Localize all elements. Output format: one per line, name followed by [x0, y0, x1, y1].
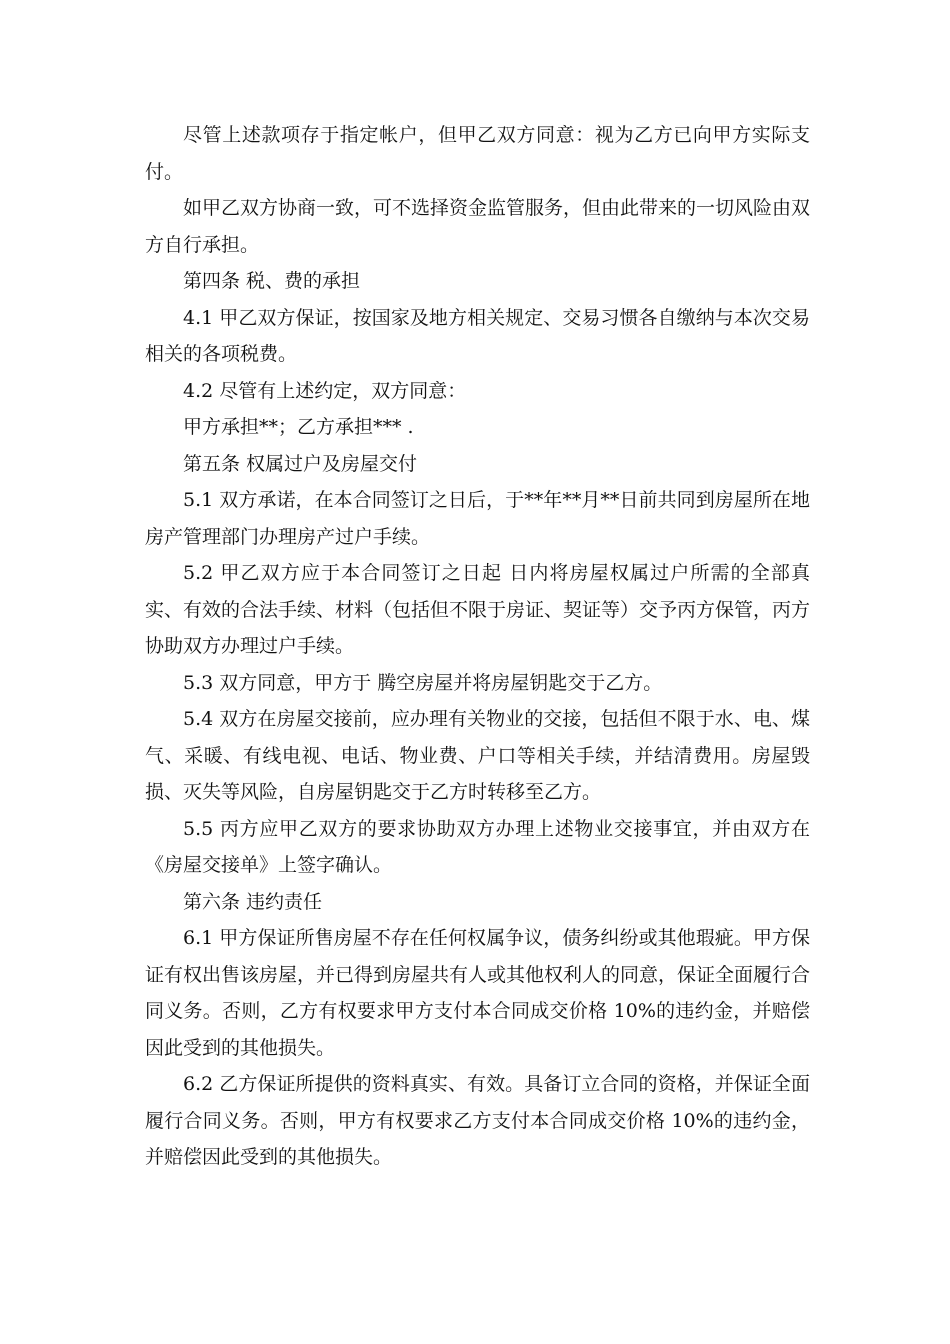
clause-6-2: 6.2 乙方保证所提供的资料真实、有效。具备订立合同的资格，并保证全面履行合同义务。否则，甲方有权要求乙方支付本合同成交价格 10%的违约金，并赔偿因此受到的其他损失。: [145, 1073, 810, 1168]
article-5-heading: 第五条 权属过户及房屋交付: [183, 452, 418, 475]
article-6-heading: 第六条 违约责任: [183, 890, 323, 913]
paragraph-escrow-deemed-paid: 尽管上述款项存于指定帐户，但甲乙双方同意：视为乙方已向甲方实际支付。: [145, 124, 810, 183]
clause-4-2-allocation: 甲方承担**；乙方承担*** .: [183, 416, 414, 438]
clause-6-1: 6.1 甲方保证所售房屋不存在任何权属争议，债务纠纷或其他瑕疵。甲方保证有权出售该房屋，并已得到房屋共有人或其他权利人的同意，保证全面履行合同义务。否则，乙方有权要求甲方支付本合同成交价格 10%的违约金，并赔偿因此受到的其他损失。: [145, 927, 811, 1059]
clause-5-5: 5.5 丙方应甲乙双方的要求协助双方办理上述物业交接事宜，并由双方在《房屋交接单》上签字确认。: [145, 817, 810, 876]
clause-5-1: 5.1 双方承诺，在本合同签订之日后，于**年**月**日前共同到房屋所在地房产管理部门办理房产过户手续。: [145, 489, 810, 548]
document-body: [145, 117, 810, 1176]
clause-5-3: 5.3 双方同意，甲方于 腾空房屋并将房屋钥匙交于乙方。: [183, 671, 663, 694]
clause-5-4: 5.4 双方在房屋交接前，应办理有关物业的交接，包括但不限于水、电、煤气、采暖、有线电视、电话、物业费、户口等相关手续，并结清费用。房屋毁损、灭失等风险，自房屋钥匙交于乙方时转移至乙方。: [145, 708, 810, 803]
clause-5-2: 5.2 甲乙双方应于本合同签订之日起 日内将房屋权属过户所需的全部真实、有效的合法手续、材料（包括但不限于房证、契证等）交予丙方保管，丙方协助双方办理过户手续。: [145, 562, 811, 657]
article-4-heading: 第四条 税、费的承担: [183, 270, 361, 292]
paragraph-escrow-optional: 如甲乙双方协商一致，可不选择资金监管服务，但由此带来的一切风险由双方自行承担。: [145, 197, 811, 256]
clause-4-1: 4.1 甲乙双方保证，按国家及地方相关规定、交易习惯各自缴纳与本次交易相关的各项税费。: [145, 306, 810, 365]
clause-4-2: 4.2 尽管有上述约定，双方同意：: [183, 379, 467, 402]
